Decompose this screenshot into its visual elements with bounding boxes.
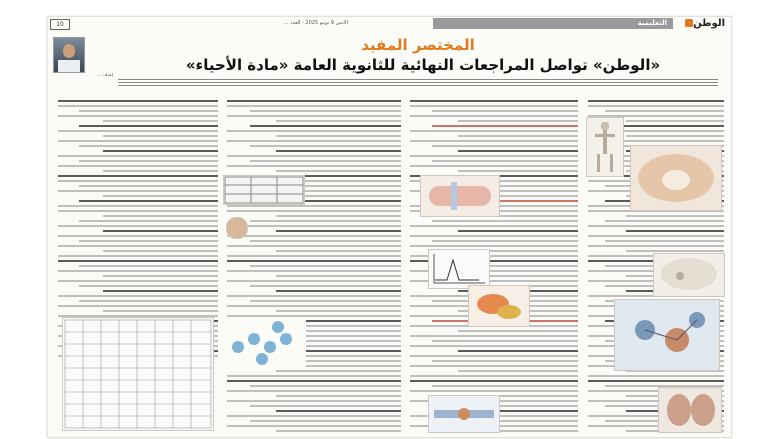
pelvis-figure <box>630 145 722 211</box>
cell-network-figure <box>614 299 720 371</box>
skeleton-figure <box>586 117 624 177</box>
intro-text-block <box>118 77 718 95</box>
digestive-figure <box>468 285 530 327</box>
author-face <box>63 44 75 58</box>
answer-grid-table <box>63 318 213 430</box>
molecule-figure <box>226 317 306 367</box>
membrane-icon <box>429 396 499 432</box>
author-photo <box>53 37 85 73</box>
main-headline: «الوطن» تواصل المراجعات النهائية للثانوية العامة «مادة الأحياء» <box>185 56 661 74</box>
page-number: 10 <box>50 19 70 30</box>
logo-text: الوطن <box>693 18 725 29</box>
anatomy-figure <box>658 387 722 433</box>
newspaper-logo <box>677 17 725 30</box>
section-band <box>433 18 673 29</box>
feature-title: المختصر المفيد <box>361 36 475 54</box>
skull-icon <box>654 254 724 296</box>
skeleton-icon <box>587 118 623 176</box>
stomach-icon <box>469 286 529 326</box>
section-label: التعليمية <box>637 19 667 27</box>
muscle-fiber-icon <box>421 176 499 216</box>
page-header <box>48 17 731 31</box>
cell-figure <box>428 395 500 433</box>
pelvis-icon <box>631 146 721 210</box>
table-icon <box>224 176 304 204</box>
muscle-figure <box>420 175 500 217</box>
organ-icon <box>659 388 721 432</box>
date-line: الاثنين 9 يونيو 2025 - العدد ... <box>283 20 348 26</box>
circle-photo <box>226 217 248 239</box>
neuron-network-icon <box>615 300 719 370</box>
author-shirt <box>58 60 80 72</box>
column-3 <box>225 97 403 433</box>
small-table <box>223 175 305 205</box>
line-graph-icon <box>429 250 489 288</box>
molecule-chain-icon <box>226 317 306 367</box>
graph-figure <box>428 249 490 289</box>
newspaper-page <box>47 16 732 438</box>
answer-grid <box>62 317 214 431</box>
skull-figure <box>653 253 725 297</box>
logo-mark-icon <box>685 19 693 27</box>
author-name: إعداد: ... <box>98 72 113 77</box>
